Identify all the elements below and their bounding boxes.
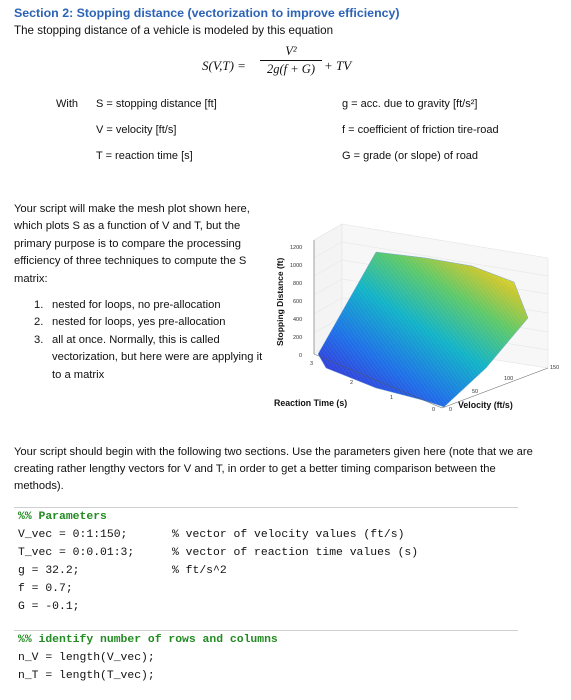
v-tick: 150 [550,365,560,371]
v-tick: 100 [504,376,514,382]
code-divider [14,507,518,508]
def-v: V = velocity [ft/s] [96,124,177,136]
code-line: n_V = length(V_vec); [18,652,155,664]
description-paragraph: Your script will make the mesh plot shown here, which plots S as a function of V and T, but the primary purpose is to compare the processing efficiency of three techniques to compute the S matrix: [14,203,250,285]
z-axis-label: Stopping Distance (ft) [275,257,285,346]
instructions-paragraph: Your script should begin with the following two sections. Use the parameters given here (note that we are creating rather lengthy vectors for V and T, in order to get a better timing comparison between the methods). [14,446,533,492]
def-f: f = coefficient of friction tire-road [342,124,499,136]
technique-list [34,297,264,384]
z-tick: 200 [293,335,303,341]
t-tick: 2 [350,380,354,386]
formula-rhs: + TV [324,58,352,73]
x-axis-label: Reaction Time (s) [274,398,348,408]
code-section-header: %% Parameters [18,511,107,523]
def-g: g = acc. due to gravity [ft/s²] [342,98,478,110]
formula-numerator: V² [285,44,297,58]
section-title: Section 2: Stopping distance (vectorization to improve efficiency) [14,6,400,20]
intro-text: The stopping distance of a vehicle is modeled by this equation [14,24,334,37]
z-tick: 1200 [290,245,303,251]
z-tick: 800 [293,281,303,287]
mesh-plot [266,218,562,416]
code-comment: % ft/s^2 [172,565,227,577]
code-line: f = 0.7; [18,583,73,595]
t-tick: 1 [390,395,394,401]
code-line: G = -0.1; [18,601,80,613]
list-item: 2. nested for loops, yes pre-allocation [34,316,226,329]
def-grade: G = grade (or slope) of road [342,150,479,162]
formula-fraction [260,44,322,77]
z-tick: 0 [299,353,303,359]
code-comment: % vector of velocity values (ft/s) [172,529,405,541]
code-line: T_vec = 0:0.01:3; [18,547,135,559]
code-line: V_vec = 0:1:150; [18,529,128,541]
y-axis-label: Velocity (ft/s) [458,400,513,410]
z-tick: 400 [293,317,303,323]
v-tick: 0 [449,407,453,413]
formula-denominator: 2g(f + G) [266,62,315,76]
stopping-distance-formula [202,44,382,86]
code-comment: % vector of reaction time values (s) [172,547,419,559]
z-tick: 1000 [290,263,303,269]
def-s: S = stopping distance [ft] [96,98,217,110]
z-tick: 600 [293,299,303,305]
t-tick: 0 [432,407,436,413]
code-line: g = 32.2; [18,565,80,577]
code-line: n_T = length(T_vec); [18,670,155,682]
v-tick: 50 [472,389,479,395]
formula-lhs: S(V,T) = [202,58,246,73]
code-divider [14,630,518,631]
code-section-header: %% identify number of rows and columns [18,634,278,646]
t-tick: 3 [310,361,314,367]
with-label: With [56,98,78,110]
list-item: 1. nested for loops, no pre-allocation [34,299,221,311]
def-t: T = reaction time [s] [96,150,193,162]
list-item: 3. all at once. Normally, this is called vectorization, but here were are applying it to a matrix [34,333,263,381]
